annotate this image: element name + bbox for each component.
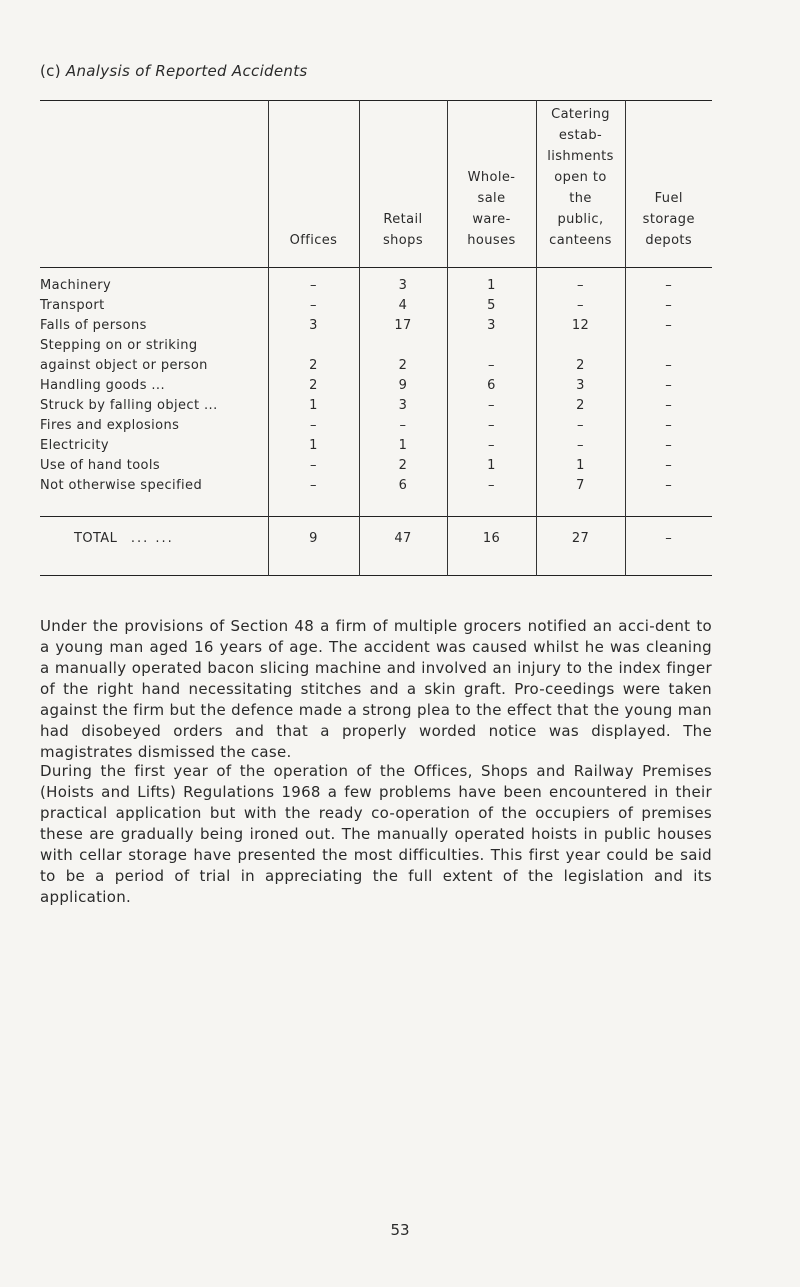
total-cell: 47 bbox=[359, 517, 447, 576]
table-cell: 3 bbox=[268, 316, 359, 336]
table-row bbox=[40, 436, 712, 456]
row-label-text: Falls of persons bbox=[40, 318, 147, 333]
header-line: Fuel bbox=[654, 191, 683, 206]
table-row bbox=[40, 376, 712, 396]
total-label bbox=[40, 517, 268, 576]
header-line: Whole- bbox=[467, 170, 516, 185]
row-label bbox=[40, 396, 268, 416]
total-cell: 16 bbox=[447, 517, 536, 576]
table-cell: – bbox=[625, 336, 712, 376]
row-label bbox=[40, 336, 268, 376]
header-line: storage bbox=[642, 212, 695, 227]
table-cell: 5 bbox=[447, 296, 536, 316]
header-catering bbox=[536, 101, 625, 268]
page-number: 53 bbox=[390, 1221, 410, 1239]
header-line: ware- bbox=[472, 212, 511, 227]
table-cell: – bbox=[625, 316, 712, 336]
table-cell: 3 bbox=[447, 316, 536, 336]
table-cell: 3 bbox=[359, 268, 447, 297]
paragraph-2: During the first year of the operation of the Offices, Shops and Railway Premises (Hoists and Lifts) Regulations 1968 a few problems have been encountered in their practical application but with the ready co-operation of the occupiers of premises these are gradually being ironed out. The manually operated hoists in public houses with cellar storage have presented the most difficulties. This first year could be said to be a period of trial in appreciating the full extent of the legislation and its application. bbox=[40, 762, 712, 906]
section-prefix: (c) bbox=[40, 62, 66, 80]
table-cell: – bbox=[625, 436, 712, 456]
header-line: shops bbox=[383, 233, 423, 248]
accidents-table bbox=[40, 100, 712, 576]
row-label-line: against object or person bbox=[40, 358, 208, 373]
table-cell: – bbox=[268, 296, 359, 316]
header-line: estab- bbox=[558, 128, 603, 143]
table-cell: 3 bbox=[536, 376, 625, 396]
table-cell: – bbox=[359, 416, 447, 436]
table-cell: – bbox=[268, 268, 359, 297]
table-cell: – bbox=[536, 296, 625, 316]
table-cell: – bbox=[447, 416, 536, 436]
table-cell: – bbox=[625, 376, 712, 396]
header-retail-shops bbox=[359, 101, 447, 268]
table-cell: – bbox=[536, 268, 625, 297]
table-cell: – bbox=[625, 396, 712, 416]
table-row bbox=[40, 416, 712, 436]
row-label bbox=[40, 316, 268, 336]
table-cell: 6 bbox=[359, 476, 447, 517]
header-line: open to bbox=[554, 170, 607, 185]
table-cell: – bbox=[625, 456, 712, 476]
table-row bbox=[40, 456, 712, 476]
table-body bbox=[40, 268, 712, 576]
table-row bbox=[40, 476, 712, 517]
header-line: the bbox=[569, 191, 592, 206]
page-title bbox=[40, 62, 308, 80]
row-label bbox=[40, 456, 268, 476]
header-line: public, bbox=[557, 212, 604, 227]
row-label bbox=[40, 376, 268, 396]
table-row bbox=[40, 396, 712, 416]
table-cell: 2 bbox=[536, 336, 625, 376]
table-cell: – bbox=[268, 476, 359, 517]
header-offices bbox=[268, 101, 359, 268]
row-label bbox=[40, 268, 268, 297]
table-cell: 2 bbox=[268, 376, 359, 396]
row-label bbox=[40, 416, 268, 436]
table-cell: – bbox=[268, 416, 359, 436]
header-line: canteens bbox=[549, 233, 612, 248]
row-label bbox=[40, 296, 268, 316]
table-header-row bbox=[40, 101, 712, 268]
table-cell: – bbox=[447, 336, 536, 376]
row-label bbox=[40, 476, 268, 517]
table-cell: 4 bbox=[359, 296, 447, 316]
table-cell: 7 bbox=[536, 476, 625, 517]
header-line: sale bbox=[477, 191, 506, 206]
table-cell: 3 bbox=[359, 396, 447, 416]
header-line: Catering bbox=[551, 107, 610, 122]
table-cell: 17 bbox=[359, 316, 447, 336]
table-cell: 1 bbox=[536, 456, 625, 476]
table-row bbox=[40, 268, 712, 297]
section-title: Analysis of Reported Accidents bbox=[65, 62, 308, 80]
header-fuel-storage bbox=[625, 101, 712, 268]
row-label bbox=[40, 436, 268, 456]
row-label-line: Stepping on or striking bbox=[40, 338, 198, 353]
table-cell: 1 bbox=[268, 436, 359, 456]
total-row bbox=[40, 517, 712, 576]
table-cell: 1 bbox=[447, 268, 536, 297]
table-cell: 6 bbox=[447, 376, 536, 396]
row-label-text: Machinery bbox=[40, 278, 112, 293]
table-cell: 1 bbox=[447, 456, 536, 476]
total-cell: – bbox=[625, 517, 712, 576]
header-line: depots bbox=[645, 233, 693, 248]
table-cell: – bbox=[447, 476, 536, 517]
table-row bbox=[40, 336, 712, 376]
total-leader-dots: ... ... bbox=[130, 531, 174, 546]
row-label-text: Not otherwise specified bbox=[40, 478, 203, 493]
total-label-text: TOTAL bbox=[74, 531, 118, 546]
table-cell: – bbox=[625, 296, 712, 316]
table-cell: 2 bbox=[536, 396, 625, 416]
table-cell: 9 bbox=[359, 376, 447, 396]
table-cell: – bbox=[536, 416, 625, 436]
table-row bbox=[40, 316, 712, 336]
table-cell: – bbox=[625, 268, 712, 297]
row-label-text: Transport bbox=[40, 298, 105, 313]
header-wholesale-warehouses bbox=[447, 101, 536, 268]
header-blank bbox=[40, 101, 268, 268]
row-label-text: Electricity bbox=[40, 438, 109, 453]
header-line: houses bbox=[467, 233, 516, 248]
table-cell: 2 bbox=[359, 456, 447, 476]
header-line: Offices bbox=[289, 233, 338, 248]
total-cell: 9 bbox=[268, 517, 359, 576]
table-cell: – bbox=[625, 416, 712, 436]
table-cell: 12 bbox=[536, 316, 625, 336]
table-cell: 1 bbox=[359, 436, 447, 456]
table-row bbox=[40, 296, 712, 316]
row-label-text: Struck by falling object ... bbox=[40, 398, 218, 413]
table-cell: 2 bbox=[268, 336, 359, 376]
table-cell: 1 bbox=[268, 396, 359, 416]
table-cell: – bbox=[447, 436, 536, 456]
row-label-text: Fires and explosions bbox=[40, 418, 180, 433]
row-label-text: Handling goods ... bbox=[40, 378, 165, 393]
paragraph-1: Under the provisions of Section 48 a firm of multiple grocers notified an acci-dent to a young man aged 16 years of age. The accident was caused whilst he was cleaning a manually operated bacon slicing machine and involved an injury to the index finger of the right hand necessitating stitches and a skin graft. Pro-ceedings were taken against the firm but the defence made a strong plea to the effect that the young man had disobeyed orders and that a properly worded notice was displayed. The magistrates dismissed the case. bbox=[40, 617, 712, 761]
table-cell: – bbox=[268, 456, 359, 476]
total-cell: 27 bbox=[536, 517, 625, 576]
header-line: lishments bbox=[547, 149, 614, 164]
table-cell: – bbox=[625, 476, 712, 517]
row-label-text: Use of hand tools bbox=[40, 458, 161, 473]
table-cell: – bbox=[447, 396, 536, 416]
table-cell: – bbox=[536, 436, 625, 456]
table-cell: 2 bbox=[359, 336, 447, 376]
header-line: Retail bbox=[383, 212, 423, 227]
